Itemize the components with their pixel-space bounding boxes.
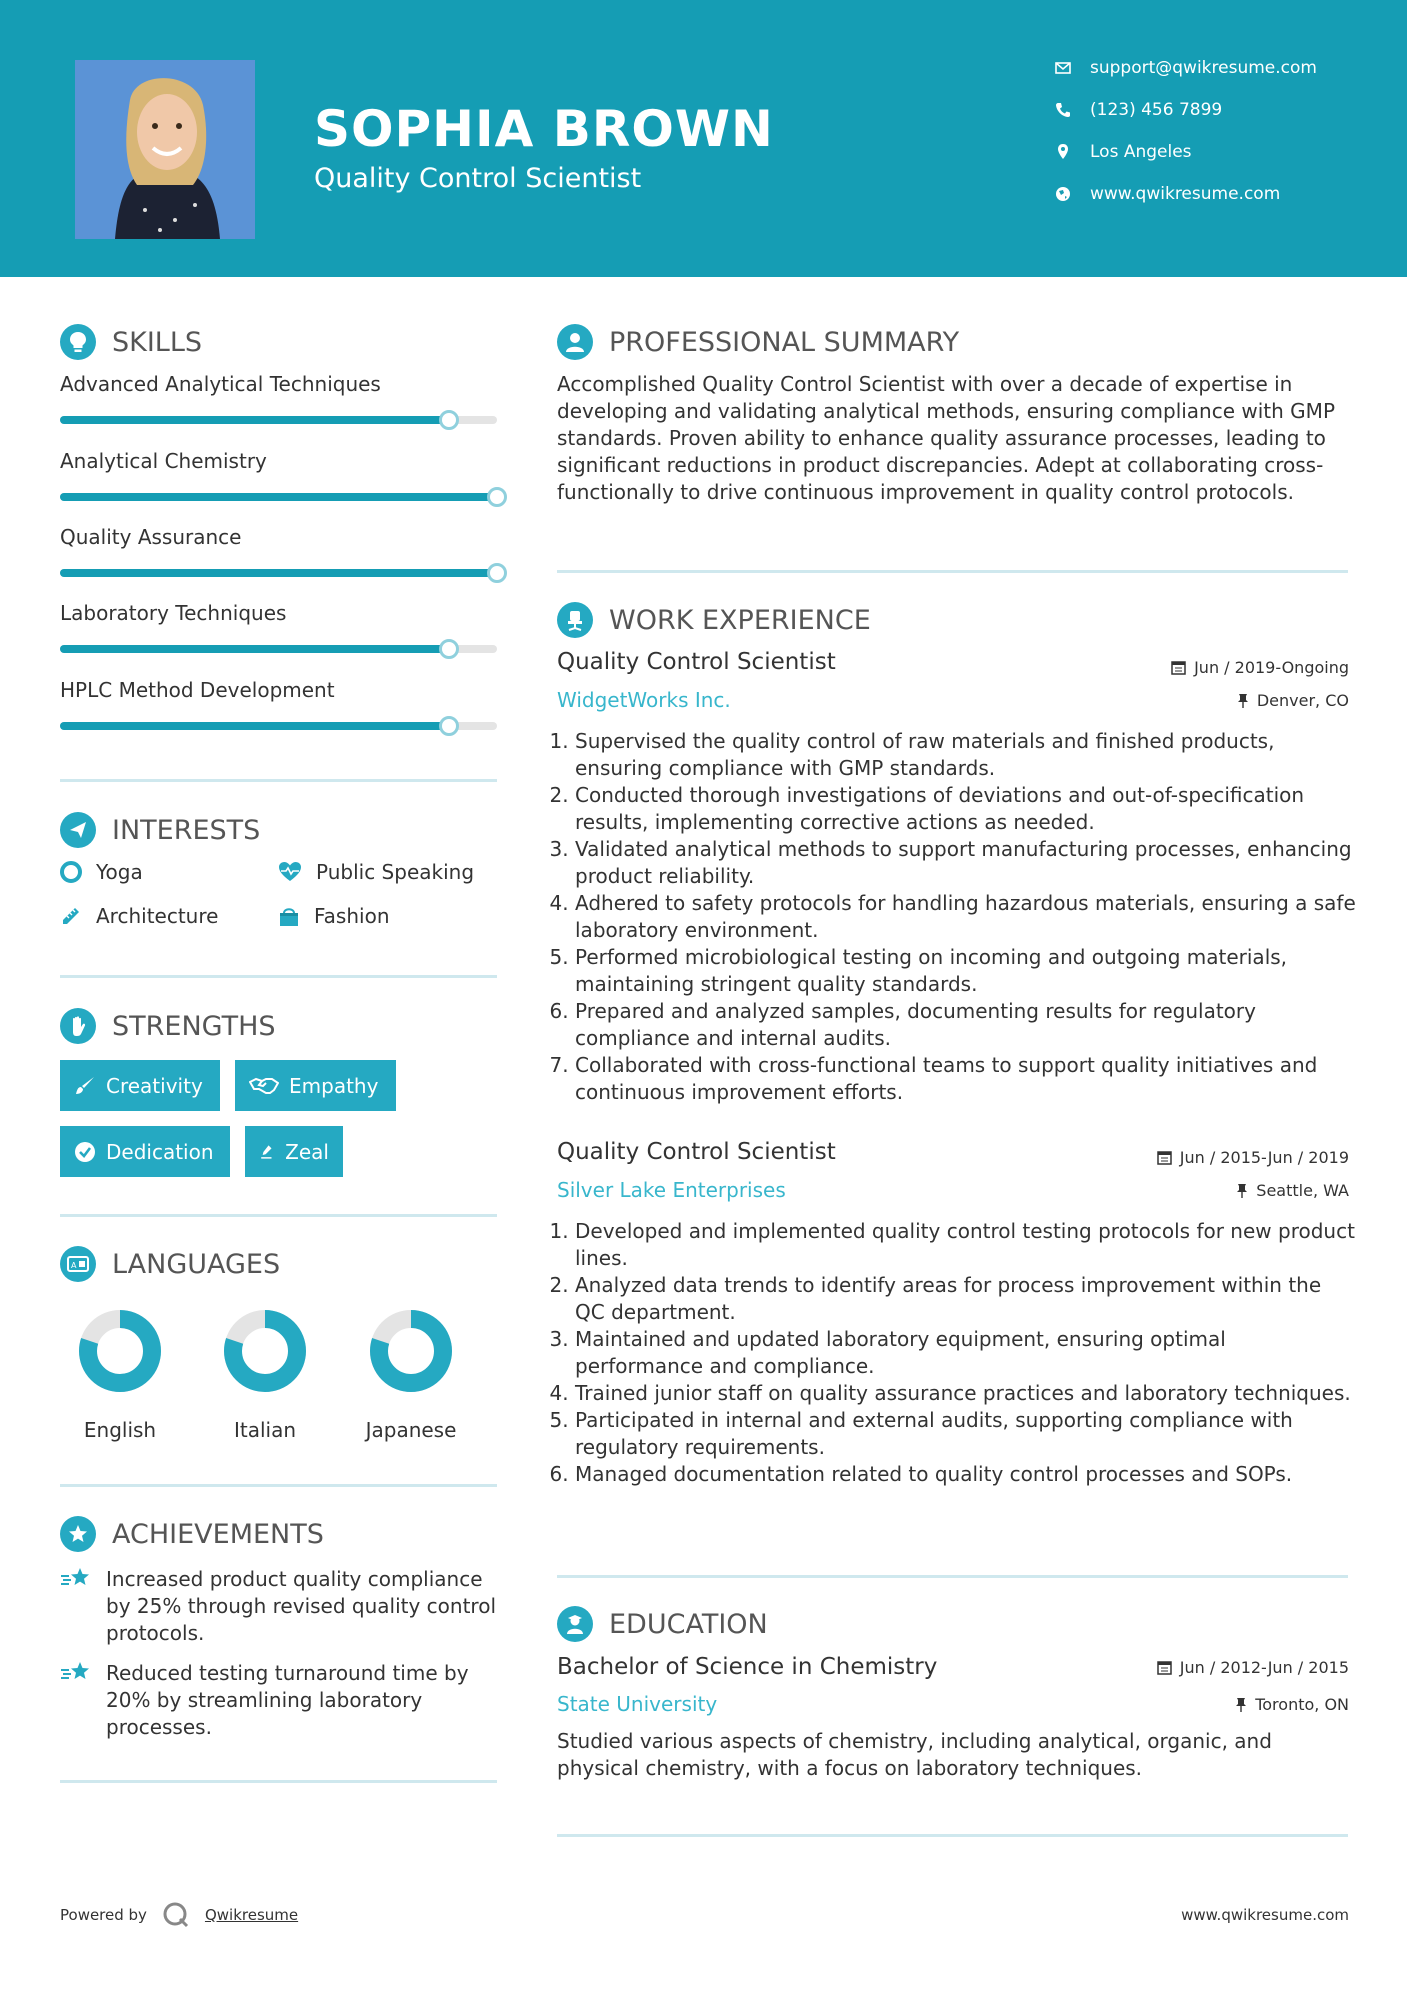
header-banner xyxy=(0,0,1407,277)
duty-item: 4. Adhered to safety protocols for handling hazardous materials, ensuring a safe laboratory environment. xyxy=(575,890,1357,944)
star-badge-icon xyxy=(60,1516,96,1552)
duty-item: 2. Analyzed data trends to identify areas for process improvement within the QC department. xyxy=(575,1272,1357,1326)
contact-location: Los Angeles xyxy=(1054,142,1192,162)
duty-item: 7. Collaborated with cross-functional teams to support quality initiatives and continuous improvement efforts. xyxy=(575,1052,1357,1106)
duty-item: 1. Developed and implemented quality control testing protocols for new product lines. xyxy=(575,1218,1357,1272)
degree-title: Bachelor of Science in Chemistry xyxy=(557,1654,938,1680)
envelope-icon xyxy=(1054,59,1072,77)
skill-bar xyxy=(60,645,497,653)
shooting-star-icon xyxy=(60,1660,92,1684)
job-duties xyxy=(557,728,1357,1106)
interests-heading: INTERESTS xyxy=(60,812,260,848)
experience-heading: WORK EXPERIENCE xyxy=(557,602,871,638)
qwikresume-logo-icon xyxy=(161,1900,191,1930)
hand-icon xyxy=(60,1008,96,1044)
duty-item: 2. Conducted thorough investigations of deviations and out-of-specification results, implementing corrective actions as needed. xyxy=(575,782,1357,836)
language-card-icon xyxy=(60,1246,96,1282)
achievements-heading: ACHIEVEMENTS xyxy=(60,1516,324,1552)
contact-email[interactable]: support@qwikresume.com xyxy=(1054,58,1317,78)
duty-item: 6. Prepared and analyzed samples, documenting results for regulatory compliance and internal audits. xyxy=(575,998,1357,1052)
interest-item: Fashion xyxy=(278,904,390,928)
summary-heading: PROFESSIONAL SUMMARY xyxy=(557,324,959,360)
duty-item: 5. Participated in internal and external audits, supporting compliance with regulatory requirements. xyxy=(575,1407,1357,1461)
profile-photo xyxy=(75,60,255,239)
pushpin-icon xyxy=(1236,1183,1248,1198)
graduate-icon xyxy=(557,1606,593,1642)
skill-label: Advanced Analytical Techniques xyxy=(60,372,381,396)
strength-tag: Creativity xyxy=(60,1060,220,1111)
candidate-name: SOPHIA BROWN xyxy=(314,100,774,158)
office-chair-icon xyxy=(557,602,593,638)
section-divider xyxy=(60,975,497,978)
skill-label: Analytical Chemistry xyxy=(60,449,267,473)
qwikresume-link[interactable]: Qwikresume xyxy=(204,1906,299,1924)
education-heading: EDUCATION xyxy=(557,1606,768,1642)
language-item: Japanese xyxy=(341,1306,481,1442)
skill-knob xyxy=(439,716,459,736)
company-name: WidgetWorks Inc. xyxy=(557,688,731,712)
job-title: Quality Control Scientist xyxy=(557,649,836,675)
contact-phone[interactable]: (123) 456 7899 xyxy=(1054,100,1222,120)
language-item: English xyxy=(50,1306,190,1442)
school-name: State University xyxy=(557,1692,718,1716)
check-circle-icon xyxy=(74,1141,96,1163)
phone-icon xyxy=(1054,101,1072,119)
language-donut xyxy=(366,1306,456,1396)
job-location: Seattle, WA xyxy=(1236,1181,1349,1200)
duty-item: 3. Validated analytical methods to support manufacturing processes, enhancing product reliability. xyxy=(575,836,1357,890)
job-duties xyxy=(557,1218,1357,1488)
education-dates: Jun / 2012-Jun / 2015 xyxy=(1157,1658,1349,1677)
skill-label: HPLC Method Development xyxy=(60,678,335,702)
section-divider xyxy=(60,779,497,782)
duty-item: 5. Performed microbiological testing on incoming and outgoing materials, maintaining stringent quality standards. xyxy=(575,944,1357,998)
pushpin-icon xyxy=(1235,1697,1247,1712)
paper-plane-icon xyxy=(60,812,96,848)
calendar-icon xyxy=(1157,1660,1172,1675)
summary-text: Accomplished Quality Control Scientist with over a decade of expertise in developing and validating analytical methods, ensuring compliance with GMP standards. Proven ability to enhance quality assurance processes, leading to significant reductions in product discrepancies. Adept at collaborating cross-functionally to drive continuous improvement in quality control protocols. xyxy=(557,372,1335,504)
education-location: Toronto, ON xyxy=(1235,1695,1349,1714)
skill-bar xyxy=(60,569,497,577)
ruler-pencil-icon xyxy=(60,905,82,927)
contact-website[interactable]: www.qwikresume.com xyxy=(1054,184,1280,204)
education-description: Studied various aspects of chemistry, including analytical, organic, and physical chemistry, with a focus on laboratory techniques. xyxy=(557,1729,1272,1780)
achievement-item: Increased product quality compliance by 25% through revised quality control protocols. xyxy=(60,1566,500,1647)
interest-item: Yoga xyxy=(60,860,143,884)
skill-knob xyxy=(439,410,459,430)
user-icon xyxy=(557,324,593,360)
skill-knob xyxy=(487,487,507,507)
interest-item: Public Speaking xyxy=(278,860,474,884)
shopping-bag-icon xyxy=(278,905,300,927)
duty-item: 1. Supervised the quality control of raw materials and finished products, ensuring compliance with GMP standards. xyxy=(575,728,1357,782)
language-item: Italian xyxy=(195,1306,335,1442)
skills-heading: SKILLS xyxy=(60,324,202,360)
duty-item: 3. Maintained and updated laboratory equipment, ensuring optimal performance and compliance. xyxy=(575,1326,1357,1380)
brush-icon xyxy=(74,1075,96,1097)
skill-bar xyxy=(60,493,497,501)
strengths-heading: STRENGTHS xyxy=(60,1008,276,1044)
section-divider xyxy=(557,1575,1348,1578)
footer-powered-by: Powered by Qwikresume xyxy=(60,1900,298,1930)
svg-text:A: A xyxy=(71,1261,77,1270)
skill-label: Quality Assurance xyxy=(60,525,242,549)
section-divider xyxy=(60,1214,497,1217)
lightbulb-icon xyxy=(60,324,96,360)
strength-tag: Empathy xyxy=(235,1060,396,1111)
strength-tag: Dedication xyxy=(60,1126,230,1177)
language-donut xyxy=(75,1306,165,1396)
location-pin-icon xyxy=(1054,143,1072,161)
languages-heading: A LANGUAGES xyxy=(60,1246,280,1282)
duty-item: 6. Managed documentation related to quality control processes and SOPs. xyxy=(575,1461,1357,1488)
handshake-icon xyxy=(249,1075,279,1097)
heartbeat-icon xyxy=(278,861,302,883)
section-divider xyxy=(60,1484,497,1487)
job-dates: Jun / 2015-Jun / 2019 xyxy=(1157,1148,1349,1167)
interest-item: Architecture xyxy=(60,904,218,928)
lifebuoy-icon xyxy=(60,861,82,883)
footer-url[interactable]: www.qwikresume.com xyxy=(1181,1906,1349,1924)
calendar-icon xyxy=(1171,660,1186,675)
section-divider xyxy=(557,1834,1348,1837)
pushpin-icon xyxy=(1237,693,1249,708)
strength-tag: Zeal xyxy=(245,1126,343,1177)
section-divider xyxy=(60,1780,497,1783)
skill-knob xyxy=(439,639,459,659)
job-title: Quality Control Scientist xyxy=(557,1139,836,1165)
skill-label: Laboratory Techniques xyxy=(60,601,287,625)
skill-knob xyxy=(487,563,507,583)
skill-bar xyxy=(60,416,497,424)
job-dates: Jun / 2019-Ongoing xyxy=(1171,658,1349,677)
candidate-title: Quality Control Scientist xyxy=(314,163,642,194)
pen-underline-icon xyxy=(259,1141,275,1163)
company-name: Silver Lake Enterprises xyxy=(557,1178,786,1202)
duty-item: 4. Trained junior staff on quality assurance practices and laboratory techniques. xyxy=(575,1380,1357,1407)
calendar-icon xyxy=(1157,1150,1172,1165)
language-donut xyxy=(220,1306,310,1396)
achievement-item: Reduced testing turnaround time by 20% by streamlining laboratory processes. xyxy=(60,1660,500,1741)
section-divider xyxy=(557,570,1348,573)
globe-icon xyxy=(1054,185,1072,203)
skill-bar xyxy=(60,722,497,730)
job-location: Denver, CO xyxy=(1237,691,1349,710)
shooting-star-icon xyxy=(60,1566,92,1590)
